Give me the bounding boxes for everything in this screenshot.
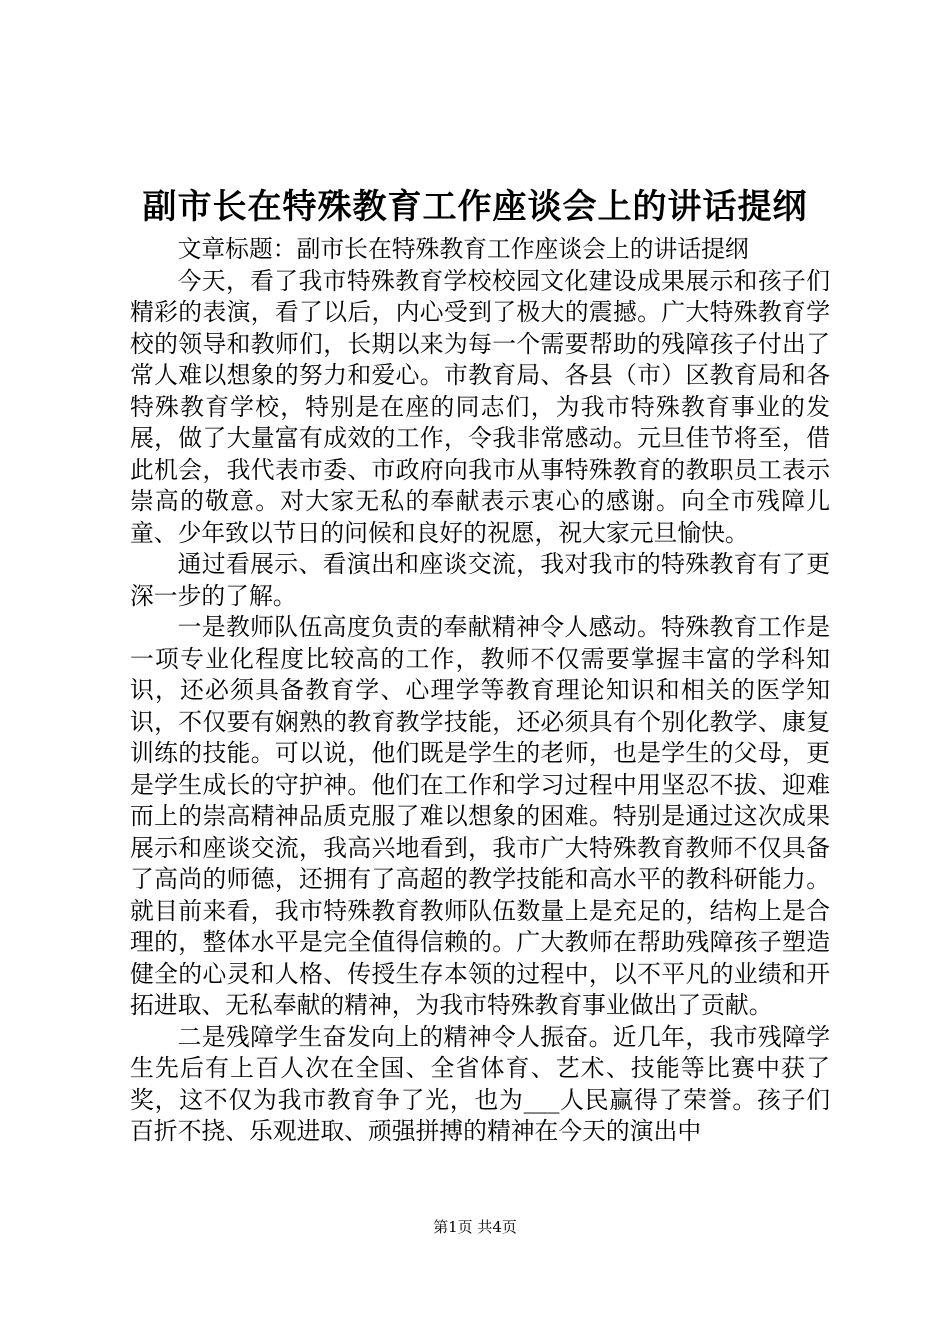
page-footer: 第1页 共4页 xyxy=(433,1218,517,1236)
paragraph-article-title: 文章标题：副市长在特殊教育工作座谈会上的讲话提纲 xyxy=(177,235,749,263)
document-title: 副市长在特殊教育工作座谈会上的讲话提纲 xyxy=(142,187,808,227)
document-body xyxy=(130,234,830,1148)
paragraph: 二是残障学生奋发向上的精神令人振奋。近几年，我市残障学生先后有上百人次在全国、全省体育、艺术、技能等比赛中获了奖，这不仅为我市教育争了光，也为___人民赢得了荣誉。孩子们百折不挠、乐观进取、顽强拼搏的精神在今天的演出中 xyxy=(130,1022,830,1145)
paragraph: 通过看展示、看演出和座谈交流，我对我市的特殊教育有了更深一步的了解。 xyxy=(130,550,830,610)
paragraph: 一是教师队伍高度负责的奉献精神令人感动。特殊教育工作是一项专业化程度比较高的工作，教师不仅需要掌握丰富的学科知识，还必须具备教育学、心理学等教育理论知识和相关的医学知识，不仅要有娴熟的教育教学技能，还必须具有个别化教学、康复训练的技能。可以说，他们既是学生的老师，也是学生的父母，更是学生成长的守护神。他们在工作和学习过程中用坚忍不拔、迎难而上的崇高精神品质克服了难以想象的困难。特别是通过这次成果展示和座谈交流，我高兴地看到，我市广大特殊教育教师不仅具备了高尚的师德，还拥有了高超的教学技能和高水平的教科研能力。就目前来看，我市特殊教育教师队伍数量上是充足的，结构上是合理的，整体水平是完全值得信赖的。广大教师在帮助残障孩子塑造健全的心灵和人格、传授生存本领的过程中，以不平凡的业绩和开拓进取、无私奉献的精神，为我市特殊教育事业做出了贡献。 xyxy=(130,613,830,1019)
paragraph: 今天，看了我市特殊教育学校校园文化建设成果展示和孩子们精彩的表演，看了以后，内心受到了极大的震撼。广大特殊教育学校的领导和教师们，长期以来为每一个需要帮助的残障孩子付出了常人难以想象的努力和爱心。市教育局、各县（市）区教育局和各特殊教育学校，特别是在座的同志们，为我市特殊教育事业的发展，做了大量富有成效的工作，令我非常感动。元旦佳节将至，借此机会，我代表市委、市政府向我市从事特殊教育的教职员工表示崇高的敬意。对大家无私的奉献表示衷心的感谢。向全市残障儿童、少年致以节日的问候和良好的祝愿，祝大家元旦愉快。 xyxy=(130,266,830,547)
